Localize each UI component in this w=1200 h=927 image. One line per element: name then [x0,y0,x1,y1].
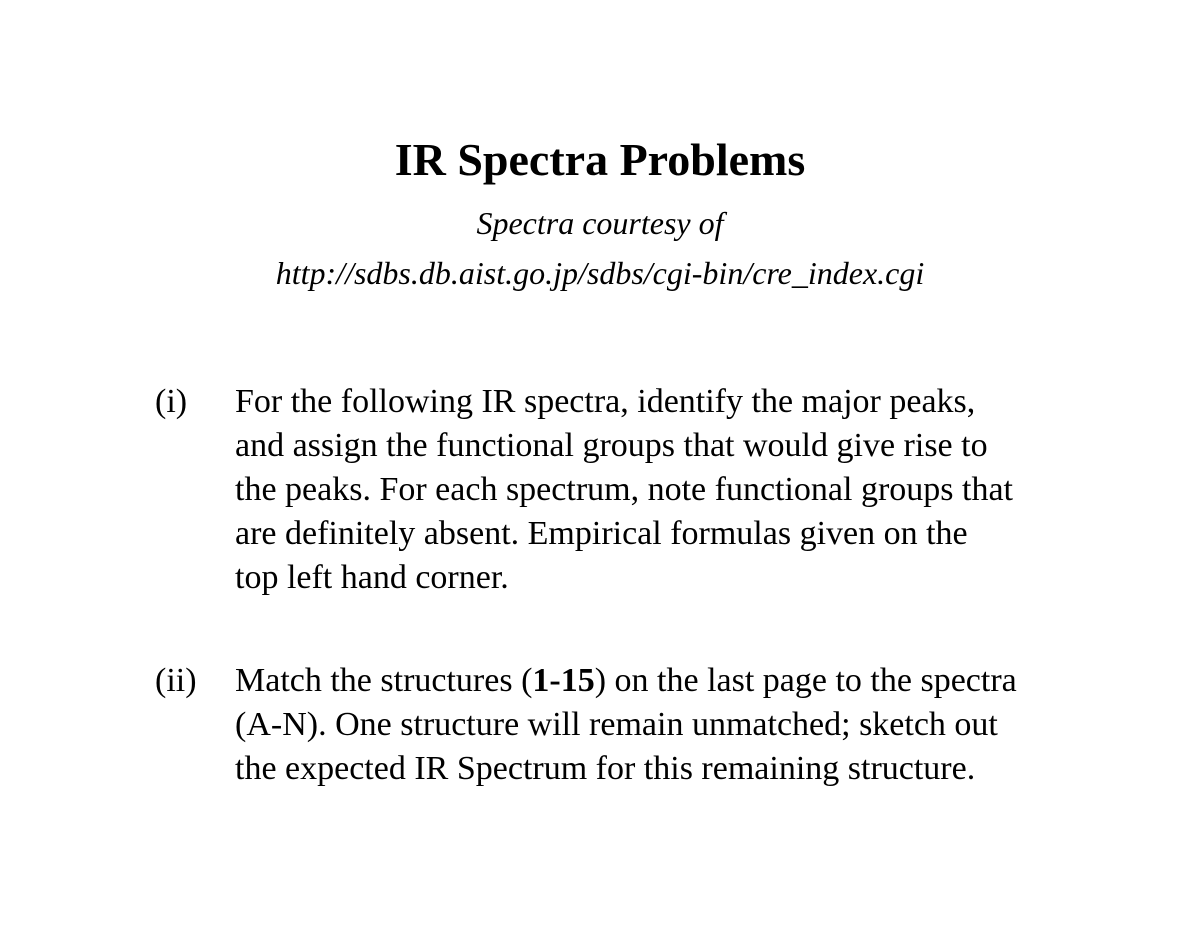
page-title: IR Spectra Problems [394,134,806,185]
item-text-line: For the following IR spectra, identify the major peaks, [235,383,976,420]
item-text-line: the expected IR Spectrum for this remaining structure. [235,750,976,787]
item-text-line: are definitely absent. Empirical formulas given on the [235,515,968,552]
item-text-line: and assign the functional groups that would give rise to [235,427,988,464]
item-text-line: top left hand corner. [235,559,509,596]
item-text [235,659,1095,791]
item-marker: (ii) [155,662,197,699]
item-text-fragment: Match the structures ( [235,662,533,699]
structure-range: 1-15 [532,662,595,699]
item-text-line: (A-N). One structure will remain unmatched; sketch out [235,706,998,743]
item-text-line: the peaks. For each spectrum, note functional groups that [235,471,1013,508]
item-text-line [235,659,1095,703]
subtitle [0,198,1200,298]
item-text [235,380,1095,600]
subtitle-credit: Spectra courtesy of [476,205,724,241]
item-marker: (i) [155,383,188,420]
subtitle-url: http://sdbs.db.aist.go.jp/sdbs/cgi-bin/cre_index.cgi [275,255,925,291]
item-text-fragment: ) on the last page to the spectra [594,662,1017,699]
